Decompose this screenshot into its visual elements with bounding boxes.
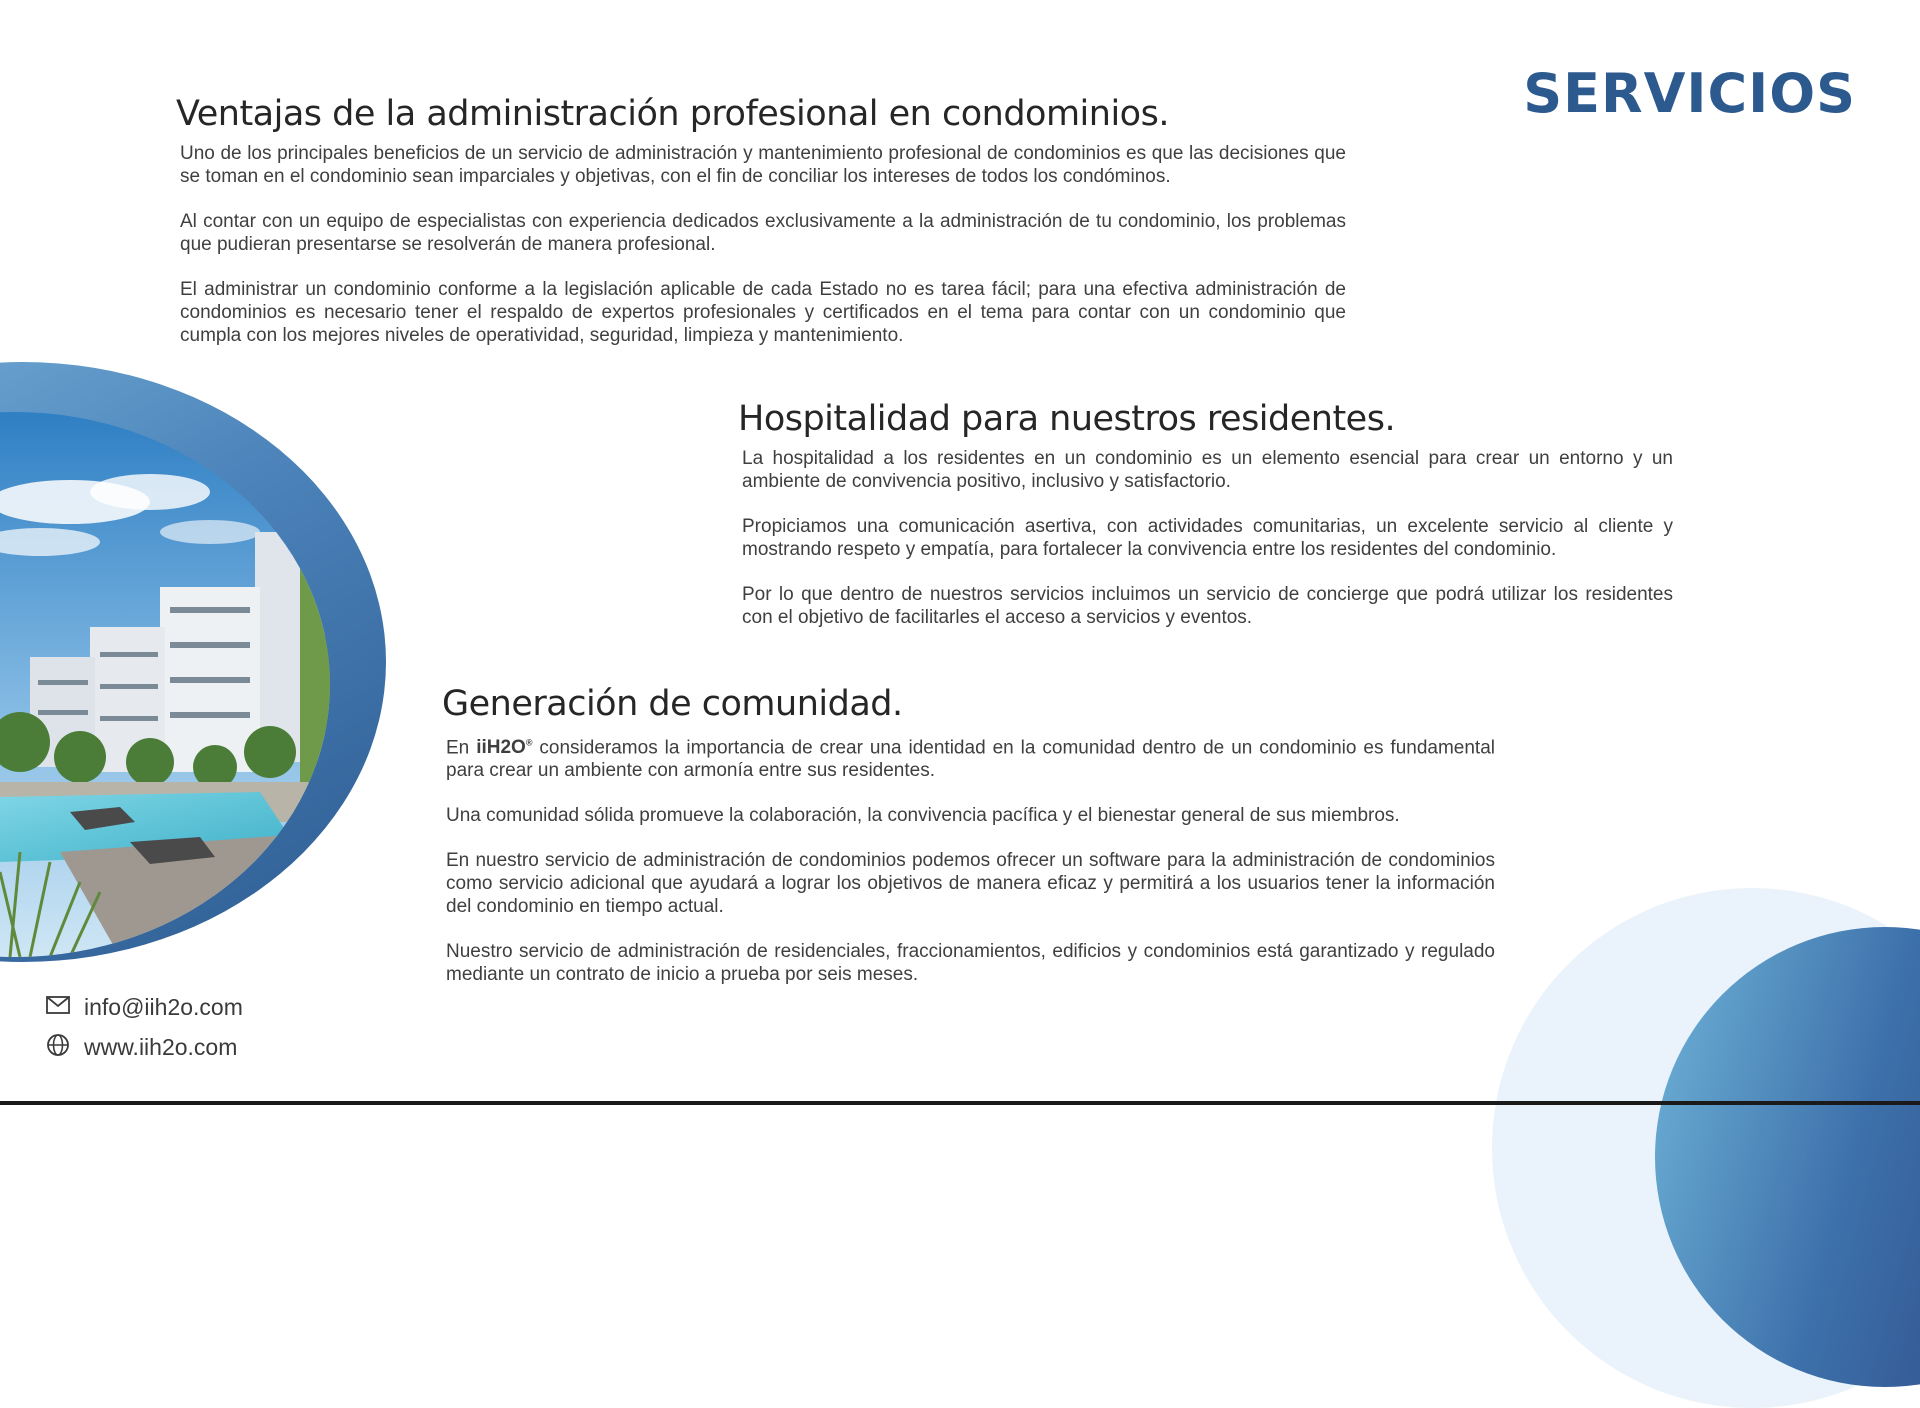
section-hospitalidad — [738, 399, 1673, 651]
paragraph: Uno de los principales beneficios de un servicio de administración y mantenimiento profesional de condominios es que las decisiones que se toman en el condominio sean imparciales y objetivas, con el fin de conciliar los intereses de todos los condóminos. — [180, 143, 1346, 187]
section-heading: Generación de comunidad. — [442, 684, 903, 724]
section-ventajas — [176, 94, 1346, 369]
registered-mark: ® — [525, 738, 533, 748]
paragraph: Nuestro servicio de administración de residenciales, fraccionamientos, edificios y condominios está garantizado y regulado mediante un contrato de inicio a prueba por seis meses. — [446, 941, 1495, 986]
contact-website — [46, 1033, 237, 1062]
mail-icon — [46, 996, 70, 1019]
paragraph: El administrar un condominio conforme a la legislación aplicable de cada Estado no es tarea fácil; para una efectiva administración de condominios es necesario tener el respaldo de expertos profesionales y certificados en el tema para contar con un condominio que cumpla con los mejores niveles de operatividad, seguridad, limpieza y mantenimiento. — [180, 279, 1346, 346]
paragraph-intro — [446, 732, 1495, 782]
intro-rest: consideramos la importancia de crear una identidad en la comunidad dentro de un condominio es fundamental para crear un ambiente con armonía entre sus residentes. — [446, 737, 1495, 782]
paragraph: Propiciamos una comunicación asertiva, con actividades comunitarias, un excelente servicio al cliente y mostrando respeto y empatía, para fortalecer la convivencia entre los residentes del condominio. — [742, 516, 1673, 560]
condominium-photo — [0, 412, 330, 957]
section-heading: Hospitalidad para nuestros residentes. — [738, 399, 1396, 439]
globe-icon — [46, 1033, 70, 1062]
paragraph: En nuestro servicio de administración de condominios podemos ofrecer un software para la administración de condominios como servicio adicional que ayudará a lograr los objetivos de manera eficaz y permitirá a los usuarios tener la información del condominio en tiempo actual. — [446, 850, 1495, 918]
section-heading: Ventajas de la administración profesional en condominios. — [176, 94, 1169, 134]
contact-email — [46, 994, 243, 1021]
email-link[interactable]: info@iih2o.com — [84, 994, 243, 1020]
website-link[interactable]: www.iih2o.com — [84, 1034, 238, 1060]
intro-prefix: En — [446, 737, 477, 759]
section-comunidad — [442, 684, 1495, 1008]
paragraph: Por lo que dentro de nuestros servicios incluimos un servicio de concierge que podrá utilizar los residentes con el objetivo de facilitarles el acceso a servicios y eventos. — [742, 584, 1673, 628]
paragraph: La hospitalidad a los residentes en un condominio es un elemento esencial para crear un entorno y un ambiente de convivencia positivo, inclusivo y satisfactorio. — [742, 448, 1673, 492]
brand-name: iiH2O® — [476, 737, 533, 759]
paragraph: Al contar con un equipo de especialistas con experiencia dedicados exclusivamente a la administración de tu condominio, los problemas que pudieran presentarse se resolverán de manera profesional. — [180, 211, 1346, 255]
bottom-divider — [0, 1101, 1920, 1105]
paragraph: Una comunidad sólida promueve la colaboración, la convivencia pacífica y el bienestar general de sus miembros. — [446, 805, 1400, 827]
page-title: SERVICIOS — [1523, 62, 1856, 125]
